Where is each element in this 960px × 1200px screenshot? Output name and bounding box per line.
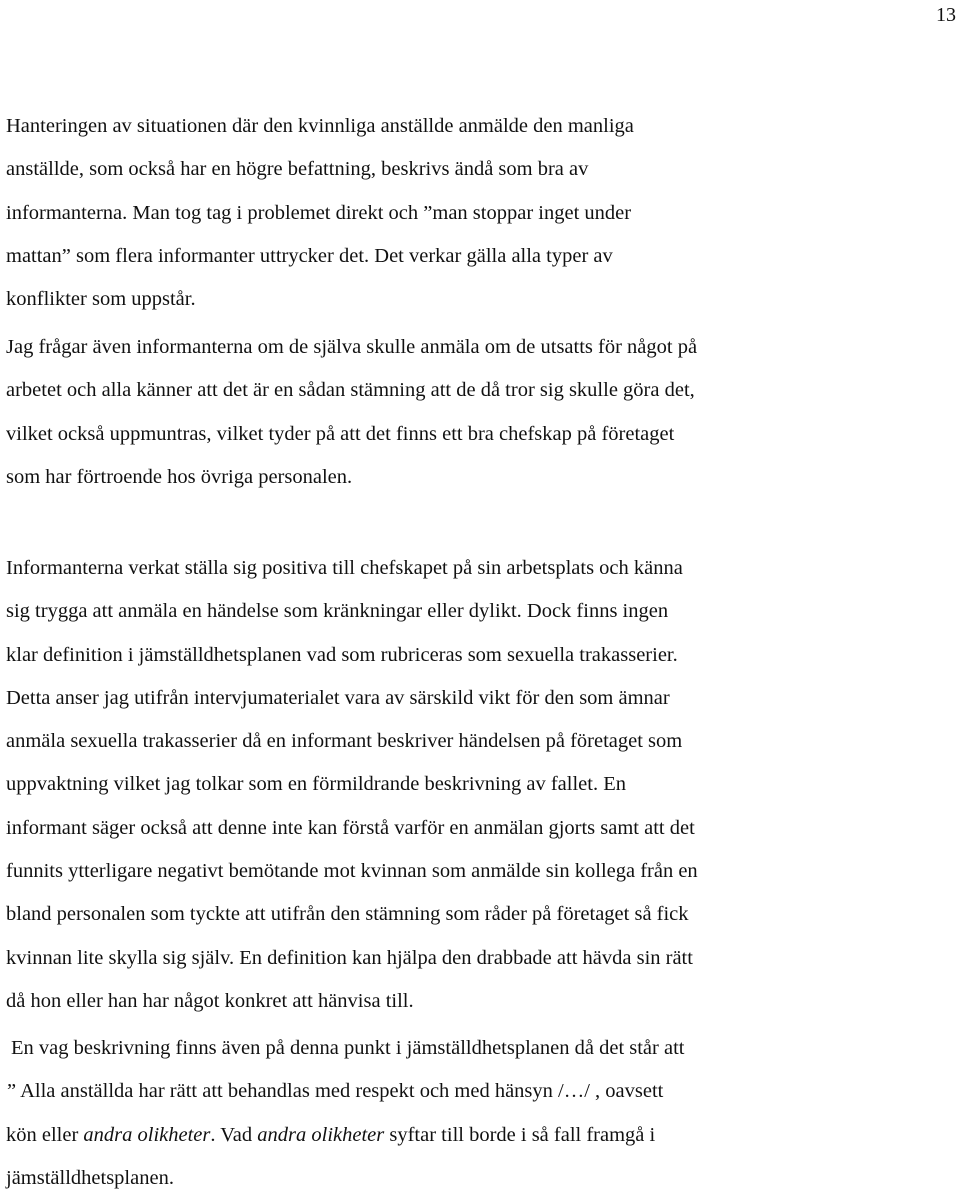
text-line: anmäla sexuella trakasserier då en informant beskriver händelsen på företaget som (6, 730, 683, 753)
emphasis-term: andra olikheter (257, 1123, 385, 1146)
text-line: jämställdhetsplanen. (6, 1166, 174, 1189)
page-number: 13 (936, 4, 956, 26)
text-segment: syftar till borde i så fall framgå i (384, 1123, 656, 1146)
text-line: En vag beskrivning finns även på denna punkt i jämställdhetsplanen då det står att (11, 1037, 685, 1059)
text-line: funnits ytterligare negativt bemötande mot kvinnan som anmälde sin kollega från en (6, 860, 698, 883)
text-segment: . Vad (210, 1123, 258, 1146)
text-line-with-emphasis (6, 1114, 956, 1157)
text-line: Informanterna verkat ställa sig positiva till chefskapet på sin arbetsplats och känna (6, 557, 683, 579)
text-line: bland personalen som tyckte att utifrån den stämning som råder på företaget så fick (6, 903, 689, 926)
text-line: sig trygga att anmäla en händelse som kränkningar eller dylikt. Dock finns ingen (6, 600, 669, 623)
quote-line: ” Alla anställda har rätt att behandlas med respekt och med hänsyn /…/ , oavsett (7, 1080, 664, 1103)
text-line: anställde, som också har en högre befattning, beskrivs ändå som bra av (6, 158, 589, 181)
text-line: mattan” som flera informanter uttrycker det. Det verkar gälla alla typer av (6, 244, 613, 267)
text-line: informant säger också att denne inte kan förstå varför en anmälan gjorts samt att det (6, 816, 695, 839)
paragraph-vague-description (6, 1027, 956, 1200)
text-line: som har förtroende hos övriga personalen. (6, 465, 353, 488)
text-line: arbetet och alla känner att det är en sådan stämning att de då tror sig skulle göra det, (6, 379, 695, 402)
emphasis-term: andra olikheter (83, 1123, 211, 1146)
text-segment: kön eller (6, 1123, 84, 1146)
text-line: vilket också uppmuntras, vilket tyder på att det finns ett bra chefskap på företaget (6, 422, 675, 445)
text-line: konflikter som uppstår. (6, 288, 196, 311)
text-line: klar definition i jämställdhetsplanen vad som rubriceras som sexuella trakasserier. (6, 643, 678, 666)
paragraph-definition-missing (6, 547, 956, 1023)
text-line: Jag frågar även informanterna om de själva skulle anmäla om de utsatts för något på (6, 336, 698, 358)
text-line: Detta anser jag utifrån intervjumaterialet vara av särskild vikt för den som ämnar (6, 686, 670, 709)
text-line: informanterna. Man tog tag i problemet direkt och ”man stoppar inget under (6, 201, 632, 224)
text-line: uppvaktning vilket jag tolkar som en förmildrande beskrivning av fallet. En (6, 773, 626, 796)
text-line: Hanteringen av situationen där den kvinnliga anställde anmälde den manliga (6, 115, 634, 137)
text-line: kvinnan lite skylla sig själv. En definition kan hjälpa den drabbade att hävda sin rätt (6, 946, 693, 969)
paragraph-handling-of-situation (6, 105, 956, 321)
text-line: då hon eller han har något konkret att hänvisa till. (6, 989, 414, 1012)
paragraph-reporting-willingness (6, 326, 956, 499)
